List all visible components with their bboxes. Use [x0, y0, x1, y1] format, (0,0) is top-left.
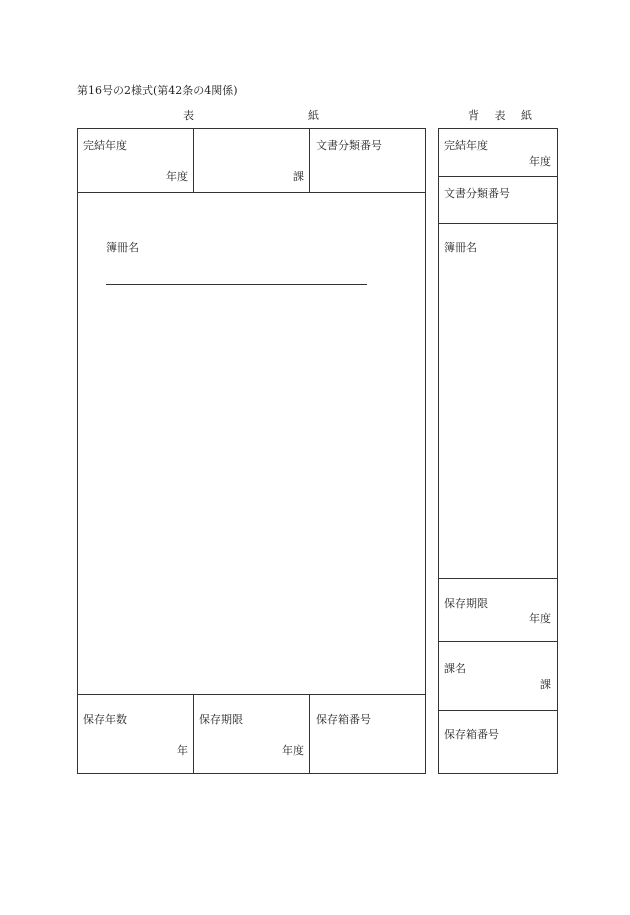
- front-bottom-divider-1: [193, 694, 194, 774]
- spine-ledger-name-label: 簿冊名: [444, 241, 477, 254]
- front-heading-right: 紙: [308, 109, 319, 122]
- spine-divider-1: [438, 176, 558, 177]
- spine-divider-2: [438, 223, 558, 224]
- spine-doc-class-label: 文書分類番号: [444, 187, 510, 200]
- spine-heading: 背 表 紙: [468, 109, 538, 122]
- front-top-divider-1: [193, 128, 194, 192]
- front-section-unit: 課: [293, 170, 304, 183]
- front-doc-class-label: 文書分類番号: [316, 139, 382, 152]
- spine-section-unit: 課: [540, 678, 551, 691]
- front-heading-left: 表: [183, 109, 194, 122]
- front-completion-year-unit: 年度: [166, 170, 188, 183]
- front-completion-year-label: 完結年度: [83, 139, 127, 152]
- front-top-row-divider: [77, 192, 426, 193]
- form-title: 第16号の2様式(第42条の4関係): [77, 84, 238, 97]
- front-retention-period-unit: 年度: [282, 744, 304, 757]
- front-retention-years-unit: 年: [177, 744, 188, 757]
- front-bottom-divider-2: [309, 694, 310, 774]
- front-retention-period-label: 保存期限: [199, 713, 243, 726]
- spine-divider-5: [438, 710, 558, 711]
- spine-completion-year-unit: 年度: [529, 155, 551, 168]
- front-ledger-name-label: 簿冊名: [106, 241, 139, 254]
- front-storage-box-label: 保存箱番号: [316, 713, 371, 726]
- front-retention-years-label: 保存年数: [83, 713, 127, 726]
- spine-storage-box-label: 保存箱番号: [444, 728, 499, 741]
- spine-divider-3: [438, 578, 558, 579]
- spine-divider-4: [438, 641, 558, 642]
- spine-retention-period-label: 保存期限: [444, 597, 488, 610]
- front-bottom-row-divider: [77, 694, 426, 695]
- front-ledger-name-underline[interactable]: [106, 284, 367, 285]
- front-cover-frame: [77, 128, 426, 774]
- spine-completion-year-label: 完結年度: [444, 139, 488, 152]
- spine-retention-period-unit: 年度: [529, 612, 551, 625]
- spine-section-name-label: 課名: [444, 662, 466, 675]
- front-top-divider-2: [309, 128, 310, 192]
